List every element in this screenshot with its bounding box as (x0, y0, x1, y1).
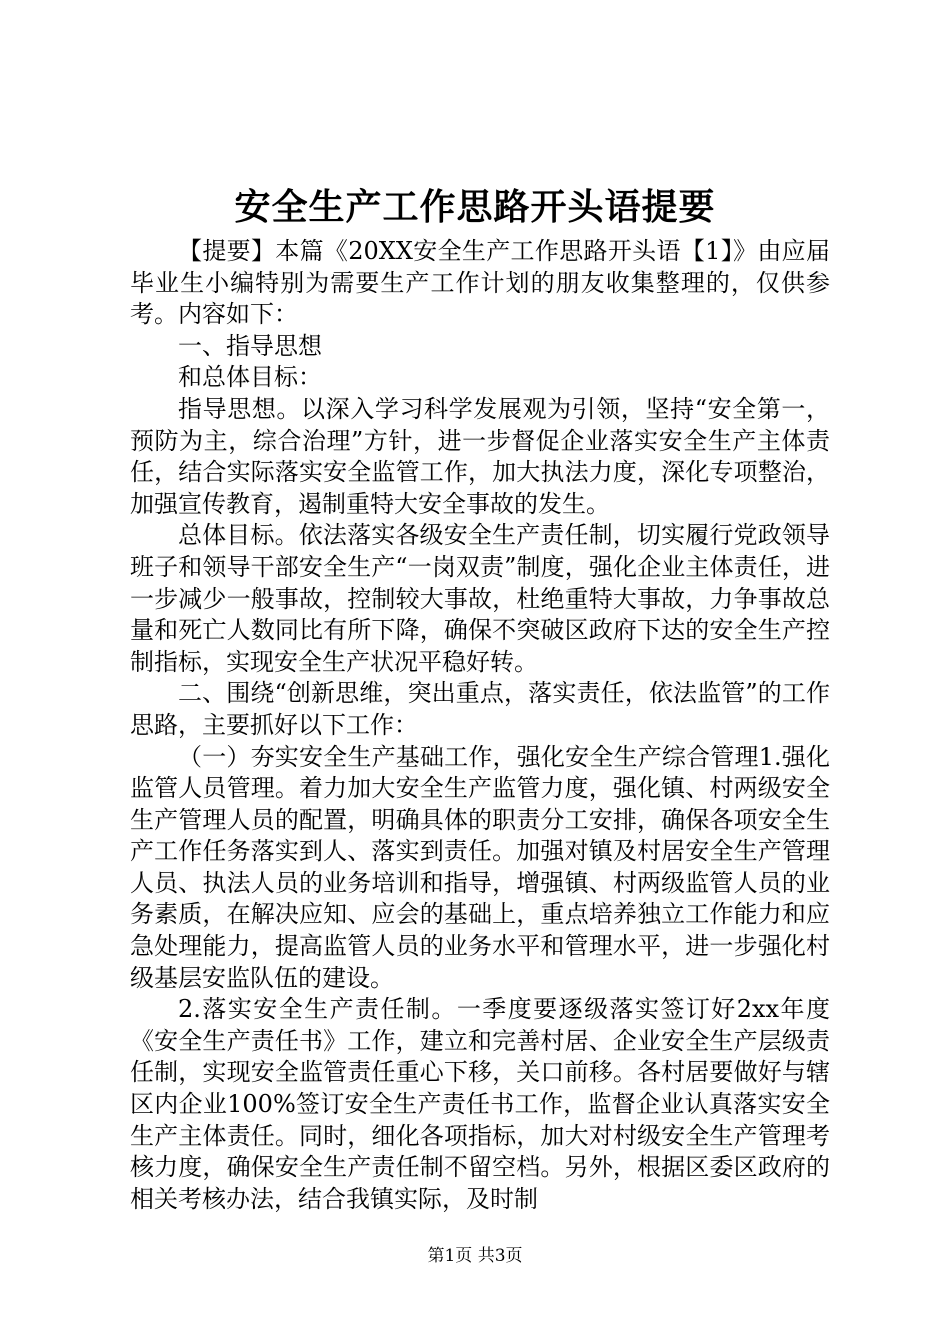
paragraph-summary: 【提要】本篇《20XX安全生产工作思路开头语【1】》由应届毕业生小编特别为需要生产工作计划的朋友收集整理的，仅供参考。内容如下： (130, 237, 830, 329)
paragraph-guiding-ideology: 指导思想。以深入学习科学发展观为引领，坚持“安全第一，预防为主，综合治理”方针，进一步督促企业落实安全生产主体责任，结合实际落实安全监管工作，加大执法力度，深化专项整治，加强宣传教育，遏制重特大安全事故的发生。 (130, 394, 830, 518)
document-body (130, 236, 830, 1215)
page-footer: 第1页 共3页 (427, 1246, 523, 1266)
paragraph-heading-work-approach: 二、围绕“创新思维，突出重点，落实责任，依法监管”的工作思路，主要抓好以下工作： (130, 679, 830, 739)
document-title: 安全生产工作思路开头语提要 (234, 186, 716, 228)
paragraph-heading-guiding-ideology: 一、指导思想 (178, 331, 322, 360)
paragraph-heading-overall-goals: 和总体目标： (178, 363, 322, 392)
paragraph-section-one: （一）夯实安全生产基础工作，强化安全生产综合管理1.强化监管人员管理。着力加大安全生产监管力度，强化镇、村两级安全生产管理人员的配置，明确具体的职责分工安排，确保各项安全生产工作任务落实到人、落实到责任。加强对镇及村居安全生产管理人员、执法人员的业务培训和指导，增强镇、村两级监管人员的业务素质，在解决应知、应会的基础上，重点培养独立工作能力和应急处理能力，提高监管人员的业务水平和管理水平，进一步强化村级基层安监队伍的建设。 (130, 742, 830, 992)
paragraph-overall-goals: 总体目标。依法落实各级安全生产责任制，切实履行党政领导班子和领导干部安全生产“一岗双责”制度，强化企业主体责任，进一步减少一般事故，控制较大事故，杜绝重特大事故，力争事故总量和死亡人数同比有所下降，确保不突破区政府下达的安全生产控制指标，实现安全生产状况平稳好转。 (130, 521, 830, 676)
paragraph-responsibility-system: 2.落实安全生产责任制。一季度要逐级落实签订好2xx年度《安全生产责任书》工作，建立和完善村居、企业安全生产层级责任制，实现安全监管责任重心下移，关口前移。各村居要做好与辖区内企业100%签订安全生产责任书工作，监督企业认真落实安全生产主体责任。同时，细化各项指标，加大对村级安全生产管理考核力度，确保安全生产责任制不留空档。另外，根据区委区政府的相关考核办法，结合我镇实际，及时制 (130, 995, 830, 1213)
